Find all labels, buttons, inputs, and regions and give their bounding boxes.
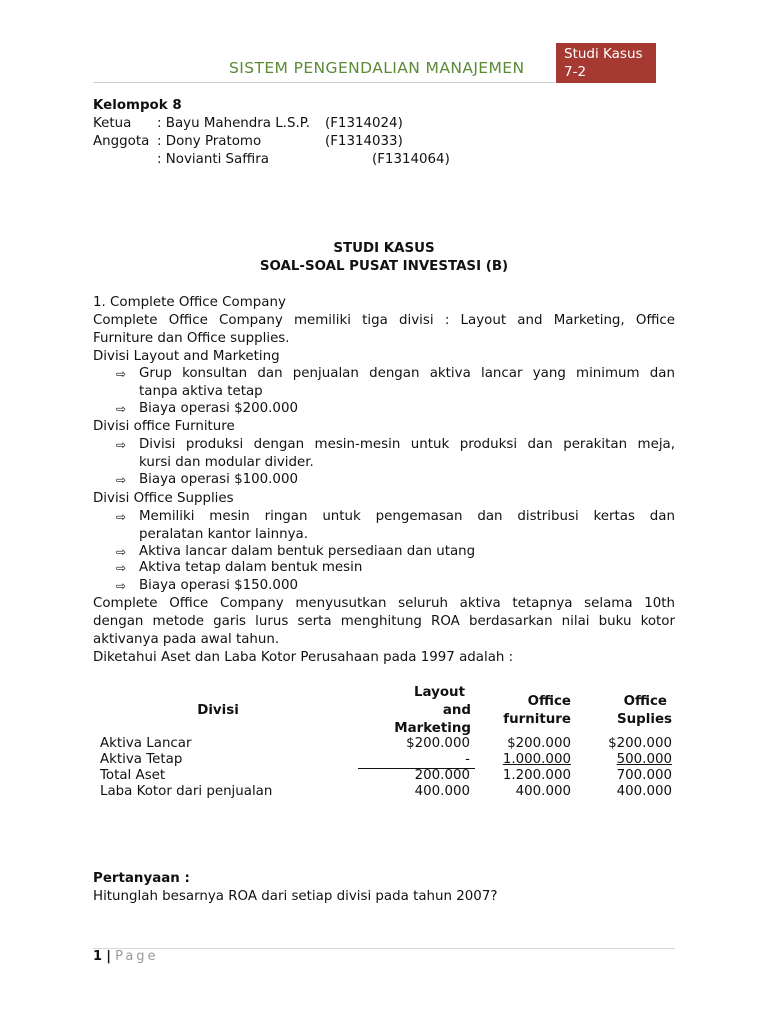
table-cell: 200.000 (414, 768, 470, 783)
table-header-supplies: Office (623, 694, 667, 709)
table-cell: 500.000 (616, 752, 672, 767)
case-badge (556, 43, 656, 83)
table-row-label: Total Aset (100, 768, 166, 783)
table-header-layout: Marketing (394, 721, 471, 736)
case-item: 1. Complete Office Company (93, 295, 286, 310)
division-heading: Divisi Office Supplies (93, 491, 234, 506)
question-label: Pertanyaan : (93, 871, 190, 886)
member-id: (F1314033) (325, 134, 403, 149)
table-header-supplies: Suplies (617, 712, 672, 727)
division-heading: Divisi office Furniture (93, 419, 235, 434)
arrow-right-outline-icon: ⇨ (116, 473, 127, 487)
table-cell: 1.200.000 (502, 768, 571, 783)
table-cell: - (465, 752, 470, 767)
list-item-continued: peralatan kantor lainnya. (139, 527, 308, 542)
arrow-right-outline-icon: ⇨ (116, 402, 127, 416)
arrow-right-outline-icon: ⇨ (116, 561, 127, 575)
case-badge-line1: Studi Kasus (564, 46, 643, 62)
table-cell: 700.000 (616, 768, 672, 783)
table-row-label: Aktiva Tetap (100, 752, 183, 767)
member-id: (F1314024) (325, 116, 403, 131)
table-header-furniture: Office (527, 694, 571, 709)
arrow-right-outline-icon: ⇨ (116, 438, 127, 452)
page-separator: | (106, 949, 111, 964)
page-word: Page (115, 949, 159, 964)
arrow-right-outline-icon: ⇨ (116, 579, 127, 593)
list-item-continued: tanpa aktiva tetap (139, 384, 263, 399)
paragraph-line: Diketahui Aset dan Laba Kotor Perusahaan pada 1997 adalah : (93, 650, 514, 665)
table-cell: $200.000 (608, 736, 672, 751)
arrow-right-outline-icon: ⇨ (116, 510, 127, 524)
table-cell: 400.000 (414, 784, 470, 799)
member-id: (F1314064) (372, 152, 450, 167)
case-badge-line2: 7-2 (564, 64, 587, 80)
member-name: : Novianti Saffira (157, 152, 269, 167)
member-name: : Bayu Mahendra L.S.P. (157, 116, 310, 131)
table-cell: $200.000 (507, 736, 571, 751)
paragraph-line: dengan metode garis lurus serta menghitung ROA berdasarkan nilai buku kotor (93, 614, 675, 629)
arrow-right-outline-icon: ⇨ (116, 545, 127, 559)
paragraph-line: Complete Office Company menyusutkan seluruh aktiva tetapnya selama 10th (93, 596, 675, 611)
heading-sub: SOAL-SOAL PUSAT INVESTASI (B) (259, 259, 509, 274)
page-footer (93, 949, 159, 965)
group-name: Kelompok 8 (93, 98, 182, 113)
member-role: Anggota (93, 134, 150, 149)
division-heading: Divisi Layout and Marketing (93, 349, 280, 364)
table-row-label: Aktiva Lancar (100, 736, 192, 751)
header-title: SISTEM PENGENDALIAN MANAJEMEN (229, 59, 525, 77)
intro-line: Complete Office Company memiliki tiga divisi : Layout and Marketing, Office (93, 313, 675, 328)
table-cell: 1.000.000 (502, 752, 571, 767)
table-header-layout: and (442, 703, 471, 718)
table-cell: $200.000 (406, 736, 470, 751)
heading-main: STUDI KASUS (333, 241, 435, 256)
paragraph-line: aktivanya pada awal tahun. (93, 632, 280, 647)
list-item-continued: kursi dan modular divider. (139, 455, 314, 470)
question-text: Hitunglah besarnya ROA dari setiap divisi pada tahun 2007? (93, 889, 498, 904)
intro-line: Furniture dan Office supplies. (93, 331, 290, 346)
table-header-layout: Layout (413, 685, 465, 700)
page-number: 1 (93, 949, 103, 964)
table-cell: 400.000 (616, 784, 672, 799)
arrow-right-outline-icon: ⇨ (116, 367, 127, 381)
table-cell: 400.000 (515, 784, 571, 799)
member-name: : Dony Pratomo (157, 134, 262, 149)
table-header-furniture: furniture (503, 712, 571, 727)
table-header-divisi: Divisi (197, 703, 239, 718)
footer-rule (93, 948, 675, 949)
table-row-label: Laba Kotor dari penjualan (100, 784, 273, 799)
header-rule (93, 82, 555, 83)
member-role: Ketua (93, 116, 132, 131)
